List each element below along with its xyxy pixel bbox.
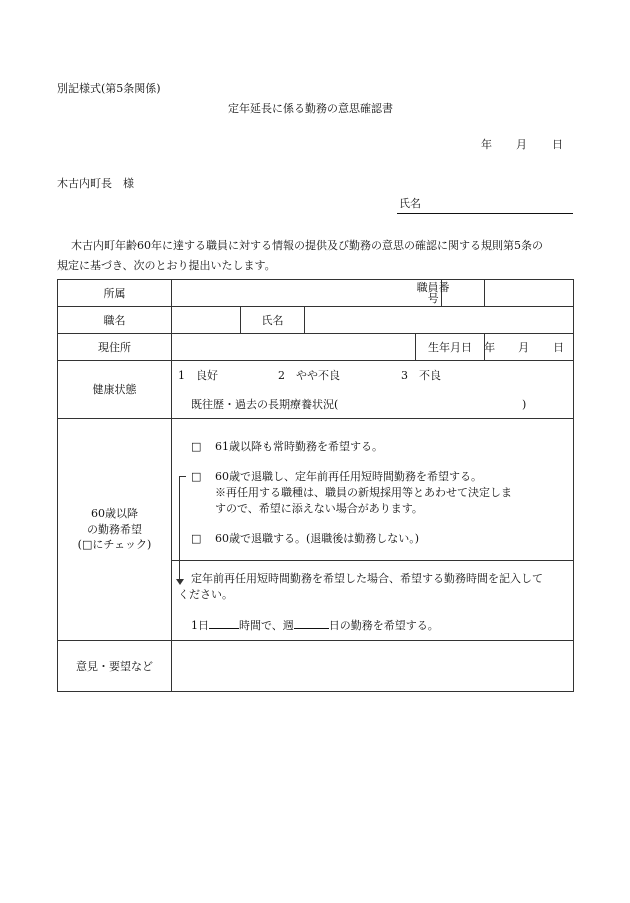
row-opinion [58,641,574,692]
row-address [58,334,574,361]
wish-checkbox-1[interactable]: □ [191,440,202,453]
date-year-label: 年 [481,138,492,151]
birth-day-label: 日 [553,341,565,354]
work-wish-label-1: 60歳以降 [91,506,138,520]
bracket-connector-line [179,476,180,581]
short-time-instruction-2: ください。 [178,588,233,601]
work-wish-label-3: (□にチェック) [77,538,152,552]
hours-prefix: 1日 [191,619,209,632]
work-wish-label-2: の勤務希望 [87,522,142,536]
wish-option-note-1: ※再任用する職種は、職員の新規採用等とあわせて決定しま [215,486,512,499]
form-table [57,279,574,692]
wish-option-retire: 60歳で退職する。(退職後は勤務しない。) [215,532,420,545]
birth-month-label: 月 [518,341,530,354]
opinion-label: 意見・要望など [58,641,172,692]
address-label: 現住所 [58,334,172,361]
health-option-poor[interactable]: 3 不良 [401,369,441,382]
opinion-field[interactable] [172,641,574,692]
position-field[interactable] [172,307,241,334]
row-health [58,361,574,419]
medical-history-open: 既往歴・過去の長期療養状況( [191,398,339,411]
date-month-label: 月 [516,138,527,151]
address-field[interactable] [172,334,416,361]
name-field[interactable] [305,307,574,334]
addressee: 木古内町長 様 [57,177,134,190]
short-time-divider [172,560,573,561]
signer-name-label: 氏名 [399,197,421,210]
document-title: 定年延長に係る勤務の意思確認書 [228,102,393,115]
work-wish-label [58,419,172,641]
name-label: 氏名 [241,307,305,334]
birth-date-label: 生年月日 [416,334,485,361]
staff-number-text: 職員番号 [416,281,450,305]
intro-line-2: 規定に基づき、次のとおり提出いたします。 [57,259,276,272]
affiliation-field[interactable] [172,280,442,307]
wish-option-short-time: 60歳で退職し、定年前再任用短時間勤務を希望する。 [215,470,482,483]
health-label: 健康状態 [58,361,172,419]
hours-request-line [191,618,439,631]
birth-year-label: 年 [484,341,496,354]
form-reference: 別記様式(第5条関係) [57,82,161,95]
row-position [58,307,574,334]
row-work-wish [58,419,574,641]
wish-checkbox-3[interactable]: □ [191,532,202,545]
health-option-fair[interactable]: 2 やや不良 [278,369,340,382]
row-affiliation [58,280,574,307]
wish-option-full-time: 61歳以降も常時勤務を希望する。 [215,440,383,453]
signer-name-line[interactable] [397,213,573,214]
bracket-connector-top [179,476,186,477]
birth-date-field[interactable] [485,334,574,361]
staff-number-field[interactable] [485,280,574,307]
hours-middle: 時間で、週 [239,619,294,632]
days-per-week-blank[interactable] [294,618,329,629]
hours-suffix: 日の勤務を希望する。 [328,619,439,632]
staff-number-label [416,280,485,307]
health-field [172,361,574,419]
arrow-down-icon [176,579,184,585]
hours-per-day-blank[interactable] [209,618,239,629]
wish-checkbox-2[interactable]: □ [191,470,202,483]
short-time-instruction-1: 定年前再任用短時間勤務を希望した場合、希望する勤務時間を記入して [191,572,543,585]
medical-history-close: ) [522,398,527,411]
health-option-good[interactable]: 1 良好 [178,369,218,382]
intro-line-1: 木古内町年齢60年に達する職員に対する情報の提供及び勤務の意思の確認に関する規則第5条の [71,239,543,252]
affiliation-label: 所属 [58,280,172,307]
work-wish-field [172,419,574,641]
wish-option-note-2: すので、希望に添えない場合があります。 [215,502,423,515]
position-label: 職名 [58,307,172,334]
date-day-label: 日 [552,138,563,151]
